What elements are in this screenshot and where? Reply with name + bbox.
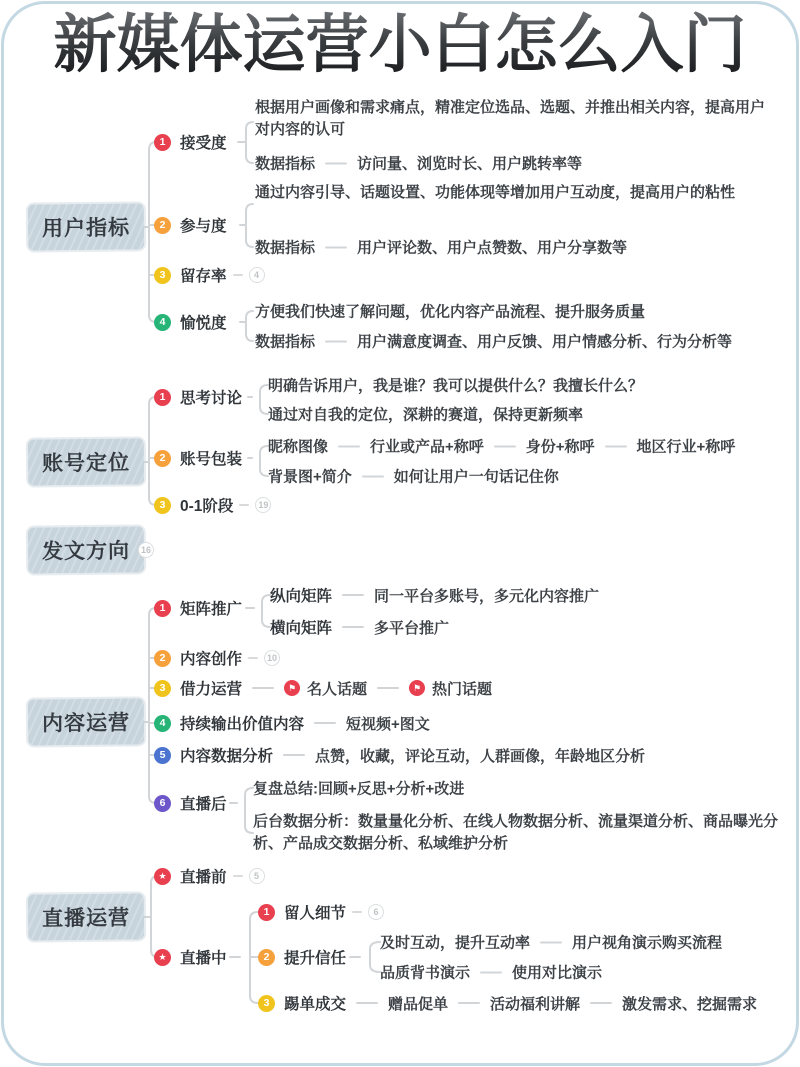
node-label: 内容创作	[180, 651, 243, 668]
collapsed-count-badge[interactable]: 6	[368, 904, 384, 920]
node-before-live	[154, 865, 265, 887]
chain-item: 赠品促单	[388, 995, 449, 1013]
branch-dash	[239, 504, 249, 506]
acceptance-metrics	[255, 153, 582, 174]
branch-dash	[325, 246, 347, 248]
number-3-icon: 3	[154, 680, 171, 697]
section-live-operations: 直播运营	[28, 893, 144, 940]
after-live-review	[253, 778, 464, 799]
node-leverage	[154, 677, 492, 699]
branch-dash	[377, 687, 399, 689]
thinking-line2	[268, 404, 583, 425]
node-label: 直播后	[180, 796, 227, 813]
chain-item: 行业或产品+称呼	[370, 438, 484, 456]
number-1-icon: 1	[154, 600, 171, 617]
node-label: 直播中	[180, 950, 227, 967]
node-retain-detail	[258, 901, 384, 923]
branch-dash	[338, 445, 360, 447]
engagement-metrics	[255, 237, 627, 258]
chain-item: 背景图+简介	[268, 468, 352, 486]
number-1-icon: 1	[154, 134, 171, 151]
horizontal-matrix	[270, 616, 449, 638]
engagement-desc: 通过内容引导、话题设置、功能体现等增加用户互动度，提高用户的粘性	[255, 184, 736, 201]
metric-label: 数据指标	[255, 155, 316, 173]
branch-dash	[325, 340, 347, 342]
section-posting-direction: 发文方向	[28, 526, 144, 573]
node-label: 留存率	[180, 268, 227, 285]
node-pleasure	[154, 311, 227, 333]
node-engagement	[154, 214, 227, 236]
branch-dash	[605, 445, 627, 447]
node-stage	[154, 494, 271, 516]
pleasure-metrics	[255, 331, 732, 352]
chain-item: 活动福利讲解	[490, 995, 581, 1013]
star-icon: ★	[154, 868, 171, 885]
after-live-backend: 后台数据分析：数量量化分析、在线人物数据分析、流量渠道分析、商品曝光分析、产品成交数据分析、私域维护分析	[253, 813, 779, 852]
branch-dash	[540, 941, 562, 943]
number-2-icon: 2	[154, 217, 171, 234]
node-trust	[258, 946, 346, 968]
branch-dash	[342, 626, 364, 628]
node-data-analysis	[154, 744, 645, 766]
section-user-metrics: 用户指标	[28, 203, 144, 250]
node-text: 点赞，收藏，评论互动，人群画像，年龄地区分析	[315, 747, 646, 765]
node-label: 接受度	[180, 135, 227, 152]
number-3-icon: 3	[258, 995, 275, 1012]
node-acceptance	[154, 131, 227, 153]
number-1-icon: 1	[258, 904, 275, 921]
node-thinking	[154, 386, 242, 408]
node-creation	[154, 647, 280, 669]
node-label: 愉悦度	[180, 315, 227, 332]
node-after-live	[154, 792, 227, 814]
flag-icon: ⚑	[409, 680, 425, 696]
branch-dash	[325, 162, 347, 164]
collapsed-count-badge[interactable]: 4	[249, 267, 265, 283]
node-label: 账号包装	[180, 451, 243, 468]
chain-item: 昵称图像	[268, 438, 329, 456]
node-label: 借力运营	[180, 681, 243, 698]
node-text: 通过对自我的定位，深耕的赛道，保持更新频率	[268, 406, 584, 424]
collapsed-count-badge[interactable]: 16	[138, 542, 154, 558]
node-label: 留人细节	[284, 905, 347, 922]
node-label: 提升信任	[284, 950, 347, 967]
branch-dash	[362, 475, 384, 477]
number-3-icon: 3	[154, 497, 171, 514]
metric-value: 用户评论数、用户点赞数、用户分享数等	[357, 239, 628, 257]
posting-direction-count	[138, 542, 154, 558]
trust-interact	[380, 932, 722, 953]
branch-dash	[283, 754, 305, 756]
number-2-icon: 2	[154, 650, 171, 667]
section-content-operations: 内容运营	[28, 698, 144, 745]
collapsed-count-badge[interactable]: 10	[264, 650, 280, 666]
chain-item: 如何让用户一句话记住你	[393, 468, 559, 486]
node-label: 0-1阶段	[180, 498, 234, 515]
star-icon: ★	[154, 949, 171, 966]
node-label: 参与度	[180, 218, 227, 235]
node-text: 复盘总结:回顾+反思+分析+改进	[253, 780, 465, 798]
node-label: 内容数据分析	[180, 748, 274, 765]
branch-dash	[356, 1002, 378, 1004]
number-4-icon: 4	[154, 715, 171, 732]
branch-dash	[352, 911, 362, 913]
node-during-live	[154, 946, 227, 968]
trust-quality	[380, 962, 602, 983]
node-label: 思考讨论	[180, 390, 243, 407]
metric-label: 数据指标	[255, 333, 316, 351]
metric-value: 用户满意度调查、用户反馈、用户情感分析、行为分析等	[357, 333, 733, 351]
node-retention	[154, 264, 265, 286]
node-closing	[258, 992, 757, 1014]
number-4-icon: 4	[154, 314, 171, 331]
chain-item: 热门话题	[432, 680, 493, 698]
number-3-icon: 3	[154, 267, 171, 284]
chain-item: 品质背书演示	[380, 964, 471, 982]
node-value-output	[154, 712, 430, 734]
chain-item: 地区行业+称呼	[636, 438, 736, 456]
branch-dash	[458, 1002, 480, 1004]
branch-dash	[233, 274, 243, 276]
node-text: 明确告诉用户，我是谁？我可以提供什么？我擅长什么？	[268, 377, 644, 395]
branch-dash	[342, 594, 364, 596]
number-2-icon: 2	[258, 949, 275, 966]
node-packaging	[154, 447, 242, 469]
metric-label: 数据指标	[255, 239, 316, 257]
number-2-icon: 2	[154, 450, 171, 467]
pleasure-desc	[255, 301, 645, 322]
chain-item: 用户视角演示购买流程	[572, 934, 723, 952]
acceptance-desc: 根据用户画像和需求痛点，精准定位选品、选题、并推出相关内容，提高用户对内容的认可	[255, 99, 766, 138]
thinking-line1	[268, 375, 643, 396]
chain-item: 激发需求、挖掘需求	[622, 995, 758, 1013]
branch-dash	[590, 1002, 612, 1004]
node-label: 踢单成交	[284, 996, 347, 1013]
background-chain	[268, 466, 559, 487]
vertical-matrix	[270, 584, 599, 606]
node-text: 多平台推广	[374, 619, 450, 637]
branch-dash	[233, 875, 243, 877]
branch-dash	[314, 722, 336, 724]
collapsed-count-badge[interactable]: 5	[249, 868, 265, 884]
metric-value: 访问量、浏览时长、用户跳转率等	[357, 155, 583, 173]
node-label: 矩阵推广	[180, 601, 243, 618]
nickname-chain	[268, 436, 735, 457]
chain-item: 使用对比演示	[512, 964, 603, 982]
node-text: 方便我们快速了解问题，优化内容产品流程、提升服务质量	[255, 303, 646, 321]
node-label: 纵向矩阵	[270, 588, 333, 605]
branch-dash	[252, 687, 274, 689]
node-text: 同一平台多账号，多元化内容推广	[374, 587, 600, 605]
flag-icon: ⚑	[284, 680, 300, 696]
node-label: 横向矩阵	[270, 620, 333, 637]
chain-item: 名人话题	[307, 680, 368, 698]
branch-dash	[480, 971, 502, 973]
number-5-icon: 5	[154, 747, 171, 764]
node-label: 直播前	[180, 869, 227, 886]
branch-dash	[494, 445, 516, 447]
node-text: 短视频+图文	[346, 715, 430, 733]
section-account-positioning: 账号定位	[28, 438, 144, 485]
node-label: 持续输出价值内容	[180, 716, 305, 733]
chain-item: 身份+称呼	[525, 438, 595, 456]
branch-dash	[248, 657, 258, 659]
number-1-icon: 1	[154, 389, 171, 406]
chain-item: 及时互动，提升互动率	[380, 934, 531, 952]
node-matrix	[154, 597, 242, 619]
number-6-icon: 6	[154, 795, 171, 812]
collapsed-count-badge[interactable]: 19	[255, 497, 271, 513]
page-title: 新媒体运营小白怎么入门	[0, 6, 800, 85]
